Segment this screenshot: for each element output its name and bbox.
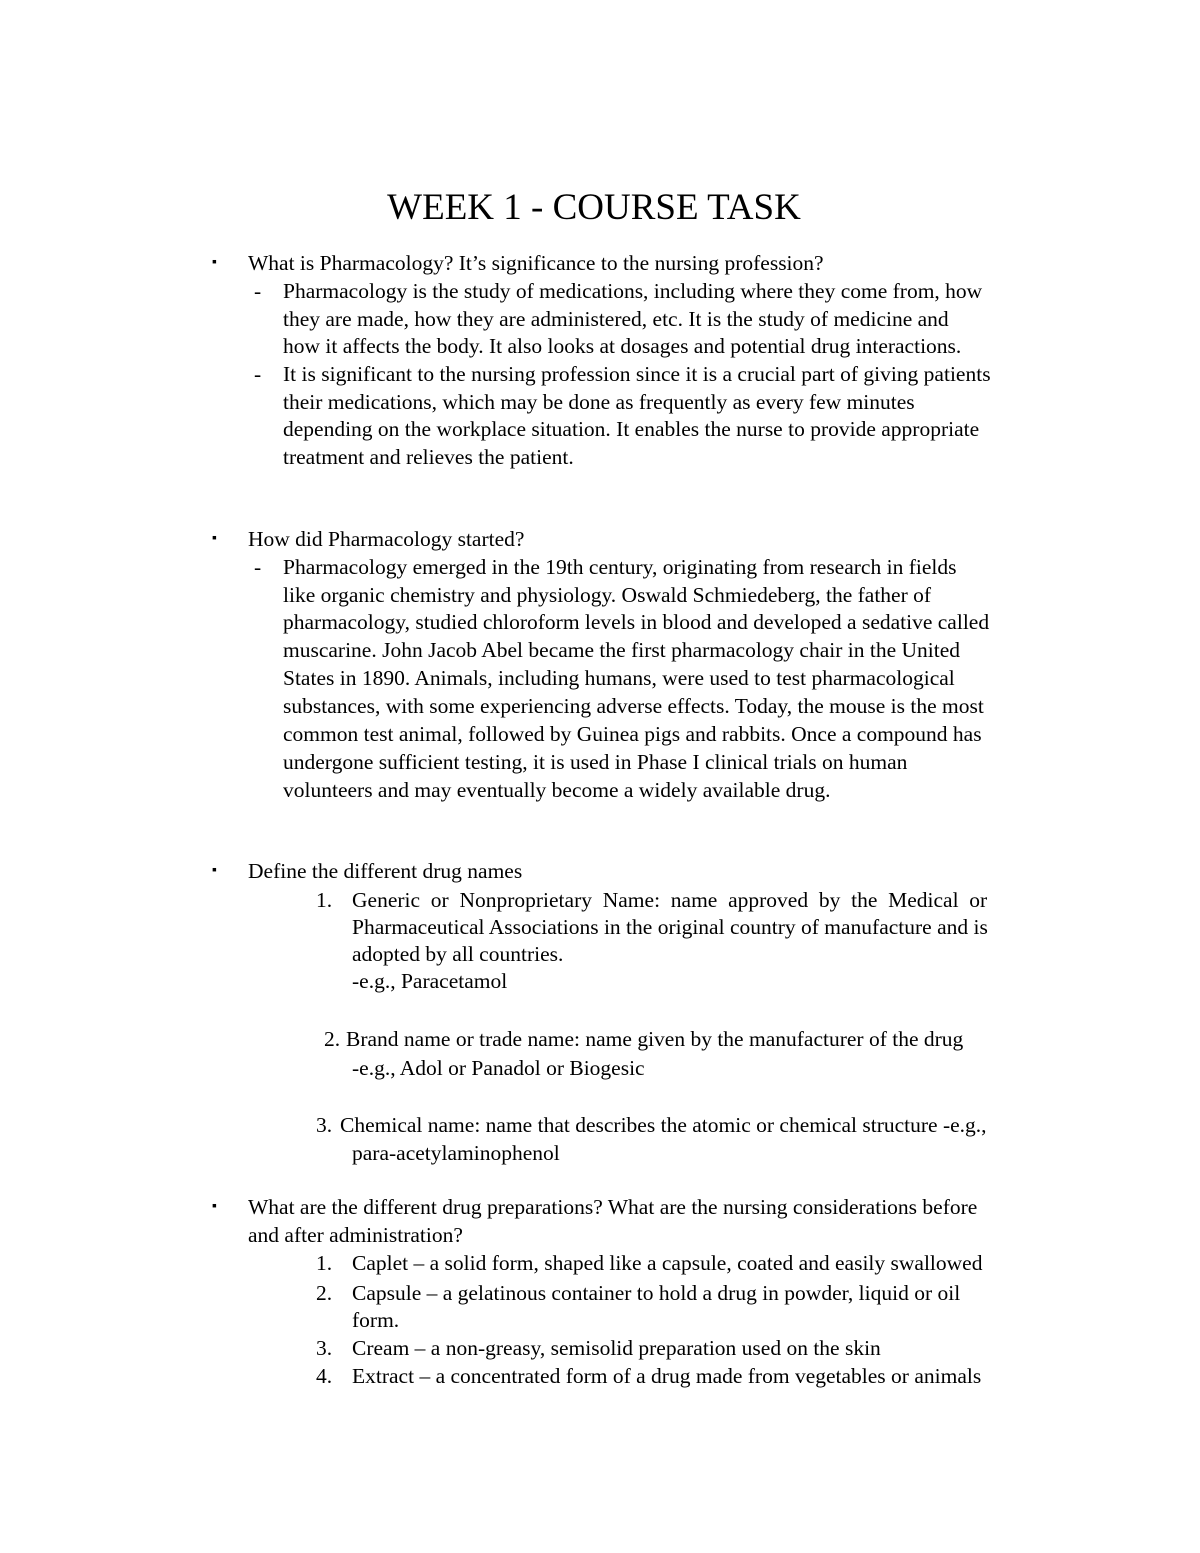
answer-1-2-line: treatment and relieves the patient.: [283, 445, 574, 469]
preparation-cream: Cream – a non-greasy, semisolid preparation used on the skin: [352, 1336, 881, 1360]
answer-2-line: muscarine. John Jacob Abel became the first pharmacology chair in the United: [283, 638, 961, 662]
answer-1-1-line: how it affects the body. It also looks at dosages and potential drug interactions.: [283, 334, 962, 358]
document-title: WEEK 1 - COURSE TASK: [387, 187, 801, 228]
answer-2-line: States in 1890. Animals, including humans, were used to test pharmacological: [283, 666, 955, 690]
list-number: 1.: [316, 888, 333, 912]
list-number: 2.: [324, 1027, 341, 1051]
question-4-line: What are the different drug preparations? What are the nursing considerations before: [248, 1195, 978, 1219]
drug-name-chemical-line: Chemical name: name that describes the atomic or chemical structure -e.g.,: [340, 1113, 987, 1137]
list-number: 3.: [316, 1113, 333, 1137]
drug-name-generic-example: -e.g., Paracetamol: [352, 969, 508, 993]
preparation-caplet: Caplet – a solid form, shaped like a capsule, coated and easily swallowed: [352, 1251, 983, 1275]
answer-2-line: common test animal, followed by Guinea pigs and rabbits. Once a compound has: [283, 722, 982, 746]
answer-2-line: undergone sufficient testing, it is used in Phase I clinical trials on human: [283, 750, 908, 774]
dash-q2-a1: -: [254, 555, 262, 579]
question-2: How did Pharmacology started?: [248, 527, 525, 551]
drug-name-brand-example: -e.g., Adol or Panadol or Biogesic: [352, 1056, 645, 1080]
question-1: What is Pharmacology? It’s significance to the nursing profession?: [248, 251, 824, 275]
dash-q1-a1: -: [254, 279, 262, 303]
answer-2-line: pharmacology, studied chloroform levels in blood and developed a sedative called: [283, 610, 990, 634]
list-number: 1.: [316, 1251, 333, 1275]
question-3: Define the different drug names: [248, 859, 523, 883]
drug-name-brand-line: Brand name or trade name: name given by the manufacturer of the drug: [346, 1027, 964, 1051]
bullet-q4: ▪: [212, 1199, 217, 1214]
drug-name-generic-line: Pharmaceutical Associations in the original country of manufacture and is: [352, 915, 988, 939]
list-number: 4.: [316, 1364, 333, 1388]
answer-1-2-line: depending on the workplace situation. It enables the nurse to provide appropriate: [283, 417, 980, 441]
answer-2-line: Pharmacology emerged in the 19th century, originating from research in fields: [283, 555, 957, 579]
preparation-extract: Extract – a concentrated form of a drug made from vegetables or animals: [352, 1364, 982, 1388]
answer-2-line: like organic chemistry and physiology. Oswald Schmiedeberg, the father of: [283, 583, 932, 607]
drug-name-generic-line: Generic or Nonproprietary Name: name approved by the Medical or: [352, 888, 988, 912]
bullet-q2: ▪: [212, 531, 217, 546]
answer-1-1-line: Pharmacology is the study of medications, including where they come from, how: [283, 279, 983, 303]
bullet-q3: ▪: [212, 863, 217, 878]
answer-1-2-line: their medications, which may be done as frequently as every few minutes: [283, 390, 915, 414]
question-4-line: and after administration?: [248, 1223, 463, 1247]
answer-2-line: substances, with some experiencing adverse effects. Today, the mouse is the most: [283, 694, 984, 718]
preparation-capsule-line: form.: [352, 1308, 400, 1332]
answer-1-2-line: It is significant to the nursing profession since it is a crucial part of giving patients: [283, 362, 991, 386]
drug-name-generic-line: adopted by all countries.: [352, 942, 564, 966]
answer-1-1-line: they are made, how they are administered, etc. It is the study of medicine and: [283, 307, 949, 331]
answer-2-line: volunteers and may eventually become a widely available drug.: [283, 778, 831, 802]
dash-q1-a2: -: [254, 362, 262, 386]
bullet-q1: ▪: [212, 255, 217, 270]
preparation-capsule-line: Capsule – a gelatinous container to hold a drug in powder, liquid or oil: [352, 1281, 961, 1305]
drug-name-chemical-example: para-acetylaminophenol: [352, 1141, 560, 1165]
list-number: 3.: [316, 1336, 333, 1360]
list-number: 2.: [316, 1281, 333, 1305]
